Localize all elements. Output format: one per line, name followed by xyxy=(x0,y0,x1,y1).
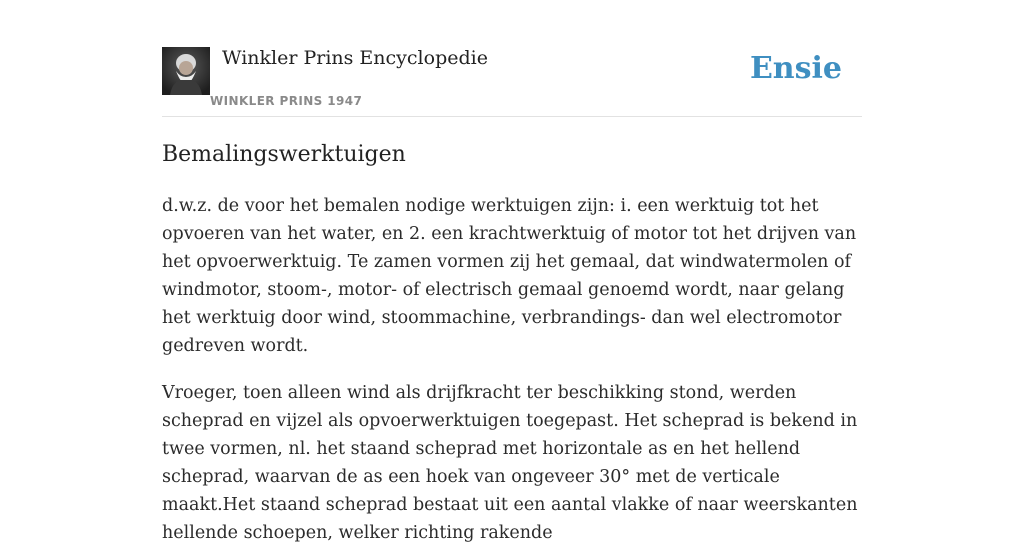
portrait-icon xyxy=(162,47,210,95)
source-header xyxy=(162,46,862,117)
article-paragraph: d.w.z. de voor het bemalen nodige werktuigen zijn: i. een werktuig tot het opvoeren van het water, en 2. een krachtwerktuig of motor tot het drijven van het opvoerwerktuig. Te zamen vormen zij het gemaal, dat windwatermolen of windmotor, stoom-, motor- of electrisch gemaal genoemd wordt, naar gelang het werktuig door wind, stoommachine, verbrandings- dan wel electromotor gedreven wordt. xyxy=(162,196,857,356)
source-edition[interactable]: WINKLER PRINS 1947 xyxy=(210,94,363,108)
article-title: Bemalingswerktuigen xyxy=(162,142,406,167)
portrait-avatar[interactable] xyxy=(162,47,210,95)
article-paragraph: Vroeger, toen alleen wind als drijfkracht ter beschikking stond, werden scheprad en vijzel als opvoerwerktuigen toegepast. Het scheprad is bekend in twee vormen, nl. het staand scheprad met horizontale as en het hellend scheprad, waarvan de as een hoek van ongeveer 30° met de verticale maakt.Het staand scheprad bestaat uit een aantal vlakke of naar weerskanten hellende schoepen, welker richting rakende xyxy=(162,383,858,543)
brand-logo[interactable]: Ensie xyxy=(749,51,842,86)
source-title[interactable]: Winkler Prins Encyclopedie xyxy=(222,47,488,69)
